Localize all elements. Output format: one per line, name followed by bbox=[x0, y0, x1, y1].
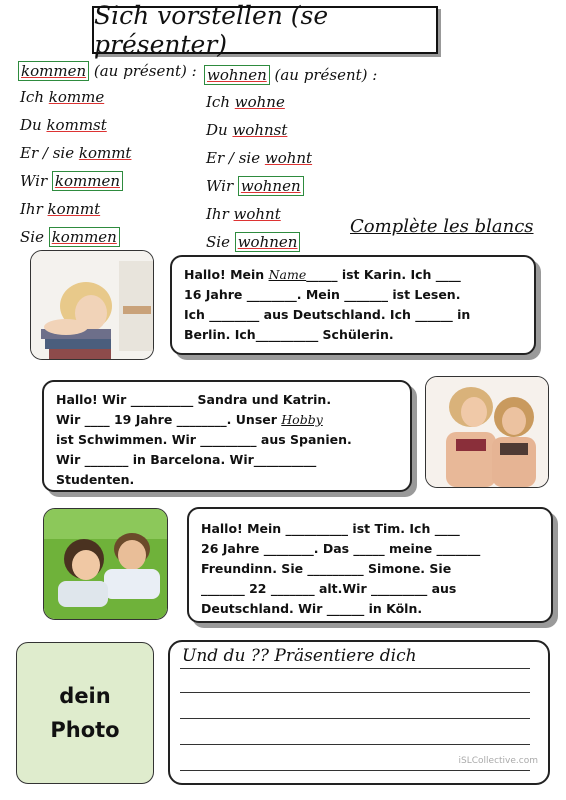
kommen-header-note: (au présent) : bbox=[93, 62, 197, 80]
verb-form: komme bbox=[48, 88, 105, 106]
photo-girl-with-books bbox=[30, 250, 154, 360]
pronoun: Sie bbox=[20, 228, 49, 246]
verb-form: wohne bbox=[234, 93, 285, 111]
photo-placeholder-line1: dein bbox=[59, 684, 111, 708]
kommen-conjugation-line bbox=[20, 228, 120, 246]
kommen-conjugation-line bbox=[20, 172, 123, 190]
text-line: Wir _______ in Barcelona. Wir__________ bbox=[56, 452, 317, 467]
pronoun: Er / sie bbox=[20, 144, 79, 162]
text-line: Studenten. bbox=[56, 472, 135, 487]
text-line: 26 Jahre ________. Das _____ meine _______ bbox=[201, 541, 481, 556]
text-line: Freundinn. Sie _________ Simone. Sie bbox=[201, 561, 452, 576]
wohnen-conjugation-line bbox=[206, 233, 300, 251]
pronoun: Ihr bbox=[20, 200, 48, 218]
text-line: Berlin. Ich__________ Schülerin. bbox=[184, 327, 394, 342]
pronoun: Wir bbox=[206, 177, 238, 195]
verb-form: wohnen bbox=[235, 232, 301, 252]
wohnen-conjugation-line bbox=[206, 149, 312, 167]
verb-form: kommen bbox=[49, 227, 120, 247]
writing-prompt: Und du ?? Präsentiere dich bbox=[182, 646, 417, 666]
text-line: 16 Jahre ________. Mein _______ ist Lesen. bbox=[184, 287, 461, 302]
pronoun: Du bbox=[20, 116, 47, 134]
exercise-title: Complète les blancs bbox=[350, 216, 534, 237]
wohnen-conjugation-line bbox=[206, 205, 281, 223]
pronoun: Ich bbox=[20, 88, 49, 106]
pronoun: Ihr bbox=[206, 205, 234, 223]
kommen-header bbox=[18, 62, 197, 80]
wohnen-conjugation-line bbox=[206, 177, 304, 195]
kommen-conjugation-line bbox=[20, 200, 100, 218]
text-card-karin bbox=[170, 255, 536, 355]
photo-two-women bbox=[425, 376, 549, 488]
text-line bbox=[184, 265, 522, 285]
handwritten-answer: Name bbox=[268, 267, 307, 282]
writing-line[interactable] bbox=[180, 692, 530, 693]
text-line: _______ 22 _______ alt.Wir _________ aus bbox=[201, 581, 457, 596]
pronoun: Du bbox=[206, 121, 233, 139]
writing-line[interactable] bbox=[180, 718, 530, 719]
wohnen-conjugation-line bbox=[206, 93, 285, 111]
verb-form: wohnt bbox=[233, 205, 281, 223]
pronoun: Wir bbox=[20, 172, 52, 190]
kommen-conjugation-line bbox=[20, 88, 104, 106]
verb-form: kommen bbox=[52, 171, 123, 191]
verb-form: kommt bbox=[78, 144, 132, 162]
verb-form: wohnen bbox=[238, 176, 304, 196]
wohnen-header bbox=[204, 66, 377, 84]
writing-line[interactable] bbox=[180, 668, 530, 669]
watermark: iSLCollective.com bbox=[458, 756, 538, 766]
wohnen-header-verb: wohnen bbox=[204, 65, 270, 85]
verb-form: kommt bbox=[47, 200, 101, 218]
kommen-conjugation-line bbox=[20, 144, 131, 162]
writing-line[interactable] bbox=[180, 744, 530, 745]
wohnen-conjugation-line bbox=[206, 121, 287, 139]
text-line: Hallo! Mein __________ ist Tim. Ich ____ bbox=[201, 521, 460, 536]
wohnen-header-note: (au présent) : bbox=[274, 66, 378, 84]
text-fragment: _____ ist Karin. Ich ____ bbox=[306, 267, 461, 282]
your-photo-placeholder bbox=[16, 642, 154, 784]
kommen-header-verb: kommen bbox=[18, 61, 89, 81]
text-card-sandra-katrin bbox=[42, 380, 412, 492]
text-card-tim bbox=[187, 507, 553, 623]
text-line: Ich ________ aus Deutschland. Ich ______ in bbox=[184, 307, 471, 322]
handwritten-answer: Hobby bbox=[281, 412, 323, 427]
text-fragment: Wir ____ 19 Jahre ________. Unser bbox=[56, 412, 277, 427]
writing-line[interactable] bbox=[180, 770, 530, 771]
text-line: Deutschland. Wir ______ in Köln. bbox=[201, 601, 423, 616]
photo-placeholder-line2: Photo bbox=[50, 718, 120, 742]
text-line: ist Schwimmen. Wir _________ aus Spanien. bbox=[56, 432, 352, 447]
photo-couple-in-grass bbox=[43, 508, 168, 620]
text-line: Hallo! Wir __________ Sandra und Katrin. bbox=[56, 392, 332, 407]
verb-form: wohnt bbox=[264, 149, 313, 167]
worksheet-title: Sich vorstellen (se présenter) bbox=[92, 6, 438, 54]
pronoun: Er / sie bbox=[206, 149, 265, 167]
verb-form: wohnst bbox=[232, 121, 288, 139]
kommen-conjugation-line bbox=[20, 116, 107, 134]
verb-form: kommst bbox=[46, 116, 107, 134]
pronoun: Ich bbox=[206, 93, 235, 111]
pronoun: Sie bbox=[206, 233, 235, 251]
text-line bbox=[56, 410, 398, 430]
text-fragment: Hallo! Mein bbox=[184, 267, 265, 282]
